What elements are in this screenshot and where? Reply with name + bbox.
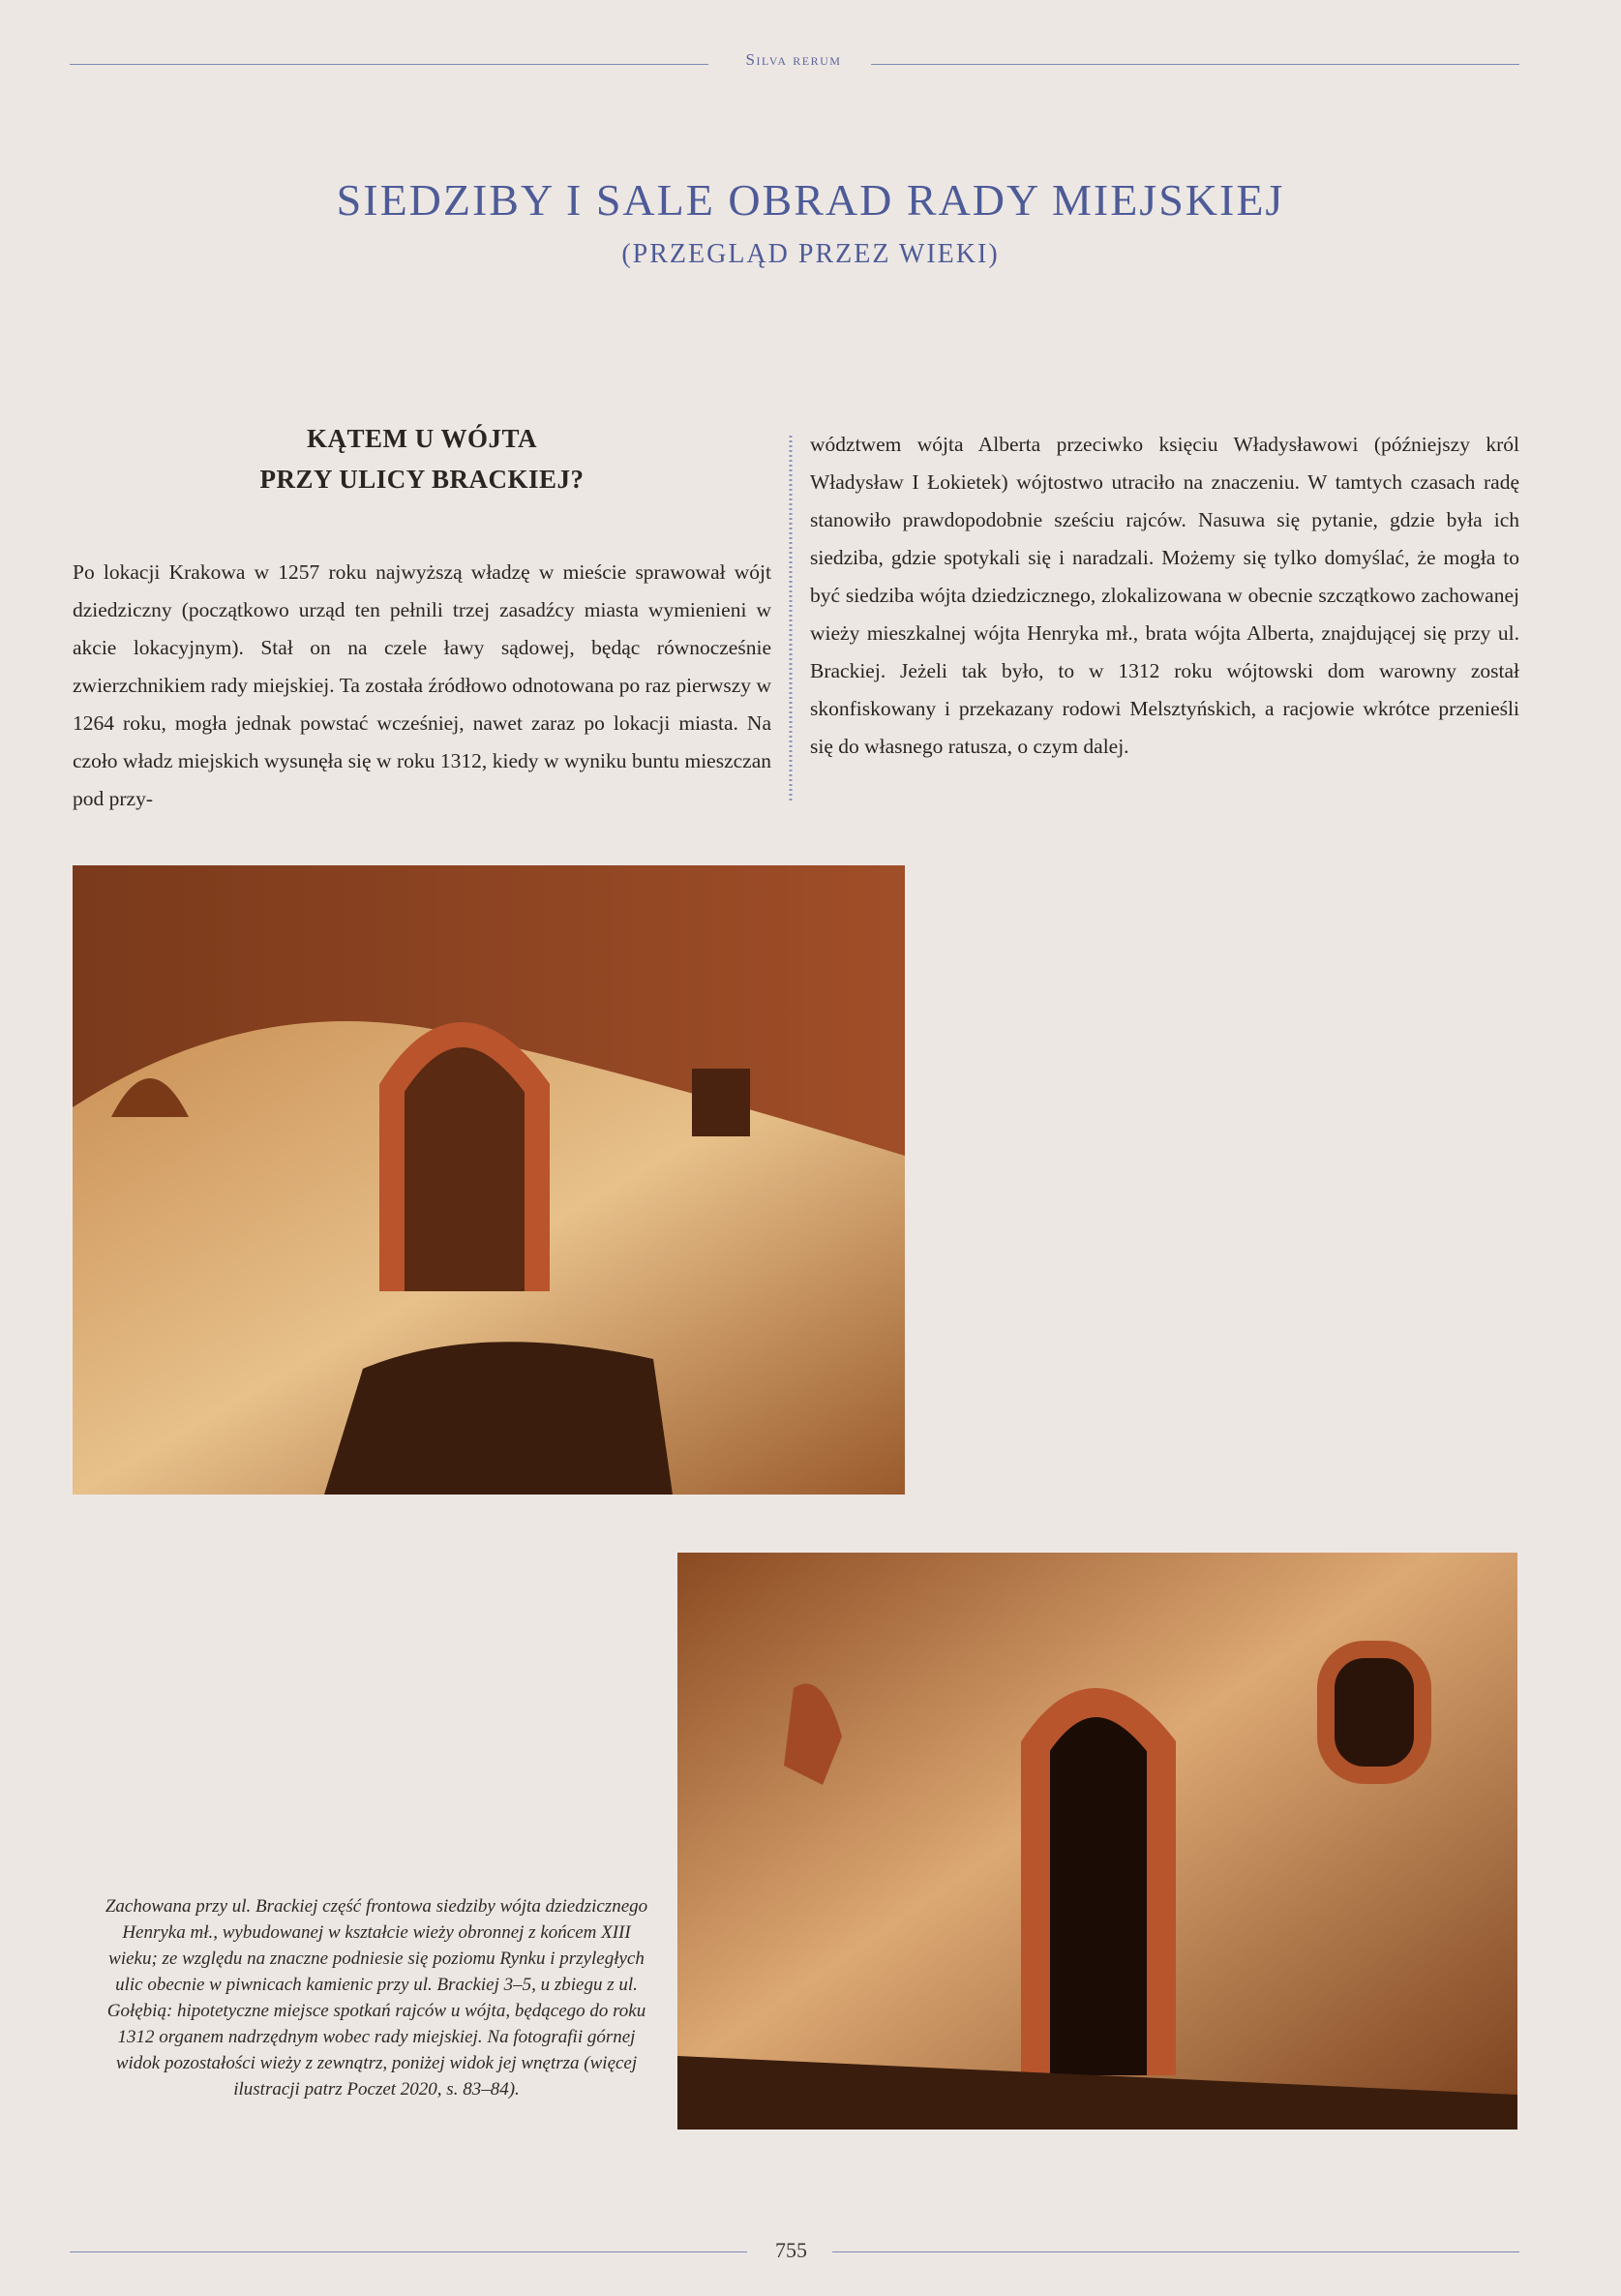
header-rule-left (70, 64, 708, 65)
right-column (810, 426, 1519, 766)
left-column-text: Po lokacji Krakowa w 1257 roku najwyższą władzę w mieście sprawował wójt dziedziczny (początkowo urząd ten pełnili trzej zasadźcy miasta wymienieni w akcie lokacyjnym). Stał on na czele ławy sądowej, będąc równocześnie zwierzchnikiem rady miejskiej. Ta została źródłowo odnotowana po raz pierwszy w 1264 roku, mogła jednak powstać wcześniej, nawet zaraz po lokacji miasta. Na czoło władz miejskich wysunęła się w roku 1312, kiedy w wyniku buntu mieszczan pod przy- (73, 560, 771, 810)
footer-rule-right (832, 2251, 1519, 2252)
photo-tower-interior (677, 1553, 1517, 2130)
photo-caption: Zachowana przy ul. Brackiej część frontowa siedziby wójta dziedzicznego Henryka mł., wybudowanej w kształcie wieży obronnej z końcem XIII wieku; ze względu na znaczne podniesie się poziomu Rynku i przyległych ulic obecnie w piwnicach kamienic przy ul. Brackiej 3–5, u zbiegu z ul. Gołębią: hipotetyczne miejsce spotkań rajców u wójta, będącego do roku 1312 organem nadrzędnym wobec rady miejskiej. Na fotografii górnej widok pozostałości wieży z zewnątrz, poniżej widok jej wnętrza (więcej ilustracji patrz Poczet 2020, s. 83–84). (105, 1896, 648, 2100)
right-column-text: wództwem wójta Alberta przeciwko księciu Władysławowi (późniejszy król Władysław I Łokietek) wójtostwo utraciło na znaczeniu. W tamtych czasach radę stanowiło prawdopodobnie sześciu rajców. Nasuwa się pytanie, gdzie była ich siedziba, gdzie spotykali się i naradzali. Możemy się tylko domyślać, że mogła to być siedziba wójta dziedzicznego, zlokalizowana w obecnie szczątkowo zachowanej wieży mieszkalnej wójta Henryka mł., brata wójta Alberta, znajdującej się przy ul. Brackiej. Jeżeli tak było, to w 1312 roku wójtowski dom warowny został skonfiskowany i przekazany rodowi Melsztyńskich, a racjowie wkrótce przenieśli się do własnego ratusza, o czym dalej. (810, 433, 1519, 758)
column-divider (787, 436, 795, 803)
running-head: Silva rerum (745, 50, 842, 69)
section-heading-line1: KĄTEM U WÓJTA (306, 424, 538, 453)
header-rule-right (871, 64, 1519, 65)
title-block (0, 174, 1621, 270)
footer-rule-left (70, 2251, 747, 2252)
page-number: 755 (775, 2238, 807, 2262)
left-column (73, 418, 771, 818)
section-heading (73, 418, 771, 499)
page-subtitle: (PRZEGLĄD PRZEZ WIEKI) (621, 239, 1000, 269)
photo-tower-exterior (73, 865, 905, 1495)
section-heading-line2: PRZY ULICY BRACKIEJ? (259, 465, 585, 494)
page-title: SIEDZIBY I SALE OBRAD RADY MIEJSKIEJ (336, 175, 1285, 225)
